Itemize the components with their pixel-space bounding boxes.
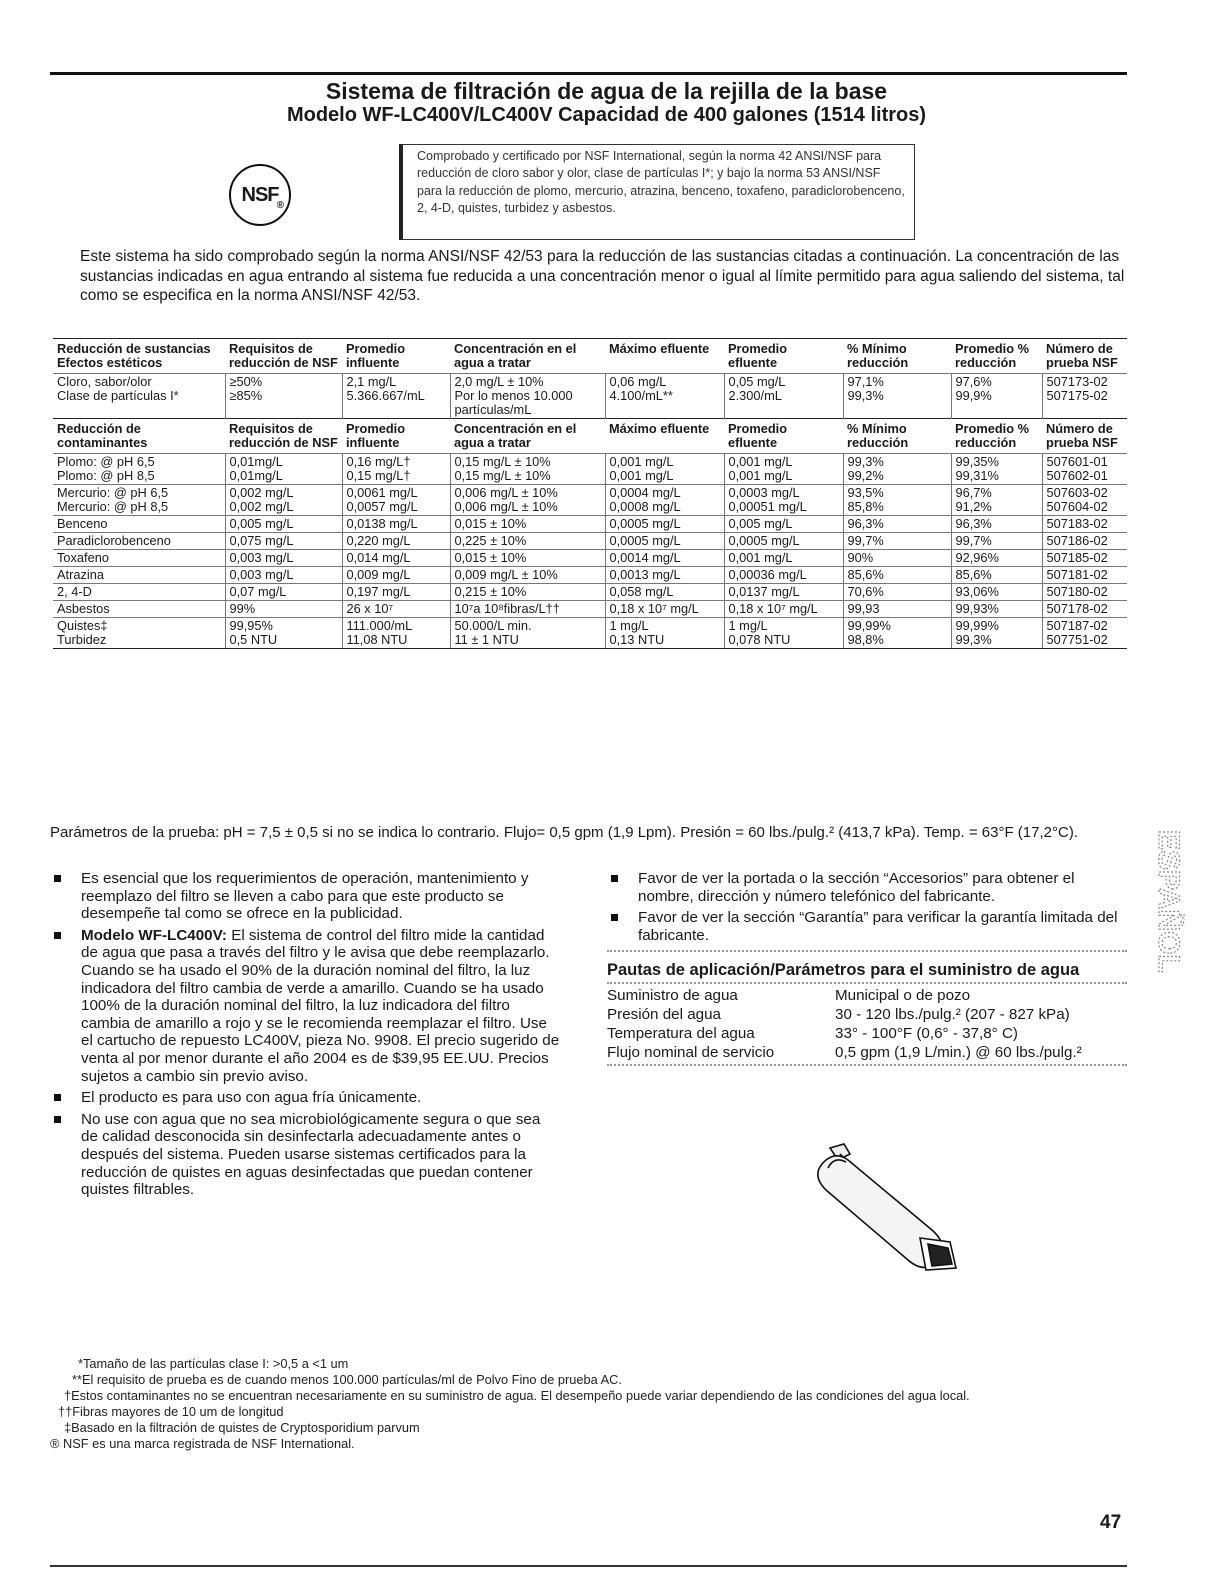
bullet-square-icon [611, 914, 618, 921]
table-cell: 90% [843, 550, 951, 567]
table-cell: 0,009 mg/L [342, 567, 450, 584]
table-cell: 96,7% 91,2% [951, 485, 1042, 516]
table-cell: 2,0 mg/L ± 10% Por lo menos 10.000 partículas/mL [450, 374, 605, 419]
table-cell: ≥50% ≥85% [225, 374, 342, 419]
guideline-row [607, 1024, 1127, 1043]
table-row [53, 618, 1127, 649]
table-cell: 99,7% [951, 533, 1042, 550]
filter-cartridge-icon [800, 1138, 970, 1273]
table-row [53, 567, 1127, 584]
bullet-square-icon [611, 875, 618, 882]
bullet-item [50, 1111, 560, 1199]
reduction-table [53, 338, 1127, 649]
column-header: Promedio efluente [724, 419, 843, 454]
table-cell: Plomo: @ pH 6,5 Plomo: @ pH 8,5 [53, 454, 225, 485]
table-cell: 507178-02 [1042, 601, 1127, 618]
footnote: ‡Basado en la filtración de quistes de Cryptosporidium parvum [64, 1420, 420, 1435]
table-cell: 0,0005 mg/L [605, 516, 724, 533]
footnotes [50, 1356, 1130, 1452]
table-cell: 507173-02 507175-02 [1042, 374, 1127, 419]
table-cell: 0,0005 mg/L [605, 533, 724, 550]
table-cell: 0,0014 mg/L [605, 550, 724, 567]
test-parameters: Parámetros de la prueba: pH = 7,5 ± 0,5 si no se indica lo contrario. Flujo= 0,5 gpm (1,9 Lpm). Presión = 60 lbs./pulg.² (413,7 kPa). Temp. = 63°F (17,2°C). [50, 824, 1078, 841]
nsf-logo-text: NSF [241, 183, 279, 206]
table-cell: 93,06% [951, 584, 1042, 601]
table-cell: 99,3% 99,2% [843, 454, 951, 485]
table-cell: 507186-02 [1042, 533, 1127, 550]
table-cell: 99,7% [843, 533, 951, 550]
table-row [53, 550, 1127, 567]
table-cell: 0,05 mg/L 2.300/mL [724, 374, 843, 419]
column-header: Promedio influente [342, 339, 450, 374]
guideline-value: 0,5 gpm (1,9 L/min.) @ 60 lbs./pulg.² [835, 1043, 1082, 1061]
table-cell: 96,3% [843, 516, 951, 533]
bullet-item [50, 870, 560, 923]
table-cell: Paradiclorobenceno [53, 533, 225, 550]
certification-box: Comprobado y certificado por NSF International, según la norma 42 ANSI/NSF para reducción de cloro sabor y olor, clase de partículas I*; y bajo la norma 53 ANSI/NSF para la reducción de plomo, mercurio, atrazina, benceno, toxafeno, paradiclorobenceno, 2, 4-D, quistes, turbidez y asbestos. [399, 144, 915, 240]
footnote: **El requisito de prueba es de cuando menos 100.000 partículas/ml de Polvo Fino de prueba AC. [72, 1372, 622, 1387]
intro-paragraph: Este sistema ha sido comprobado según la norma ANSI/NSF 42/53 para la reducción de las sustancias citadas a continuación. La concentración de las sustancias indicadas en agua entrando al sistema fue reducida a una concentración menor o igual al límite permitido para agua saliendo del sistema, tal como se especifica en la norma ANSI/NSF 42/53. [80, 248, 1125, 304]
table-cell: 96,3% [951, 516, 1042, 533]
bullet-item [50, 1089, 560, 1107]
table-cell: 99,35% 99,31% [951, 454, 1042, 485]
table-cell: 99,93% [951, 601, 1042, 618]
table-cell: Cloro, sabor/olor Clase de partículas I* [53, 374, 225, 419]
table-cell: 0,15 mg/L ± 10% 0,15 mg/L ± 10% [450, 454, 605, 485]
table-cell: 0,0004 mg/L 0,0008 mg/L [605, 485, 724, 516]
table-cell: 0,009 mg/L ± 10% [450, 567, 605, 584]
table-header-row [53, 419, 1127, 454]
column-header: Requisitos de reducción de NSF [225, 419, 342, 454]
page-subtitle: Modelo WF-LC400V/LC400V Capacidad de 400 galones (1514 litros) [286, 104, 927, 126]
column-header: Promedio % reducción [951, 419, 1042, 454]
table-cell: 26 x 10⁷ [342, 601, 450, 618]
page-title: Sistema de filtración de agua de la rejilla de la base [325, 78, 888, 104]
bullet-item [607, 870, 1127, 905]
table-cell: 99,95% 0,5 NTU [225, 618, 342, 649]
bottom-rule [50, 1565, 1127, 1567]
guideline-value: Municipal o de pozo [835, 986, 971, 1004]
dotted-divider [607, 1064, 1127, 1066]
table-cell: 2, 4-D [53, 584, 225, 601]
table-cell: 507185-02 [1042, 550, 1127, 567]
bullet-text: Es esencial que los requerimientos de operación, mantenimiento y reemplazo del filtro se lleven a cabo para que este producto se desempeñe tal como se ofrece en la publicidad. [81, 870, 529, 923]
dotted-divider [607, 982, 1127, 984]
bullet-square-icon [54, 1116, 61, 1123]
table-cell: 93,5% 85,8% [843, 485, 951, 516]
table-cell: 0,015 ± 10% [450, 550, 605, 567]
table-cell: 0,215 ± 10% [450, 584, 605, 601]
guideline-label: Suministro de agua [607, 986, 738, 1004]
column-header: % Mínimo reducción [843, 419, 951, 454]
table-cell: 0,005 mg/L [724, 516, 843, 533]
guideline-value: 33° - 100°F (0,6° - 37,8° C) [835, 1024, 1018, 1042]
table-cell: 99% [225, 601, 342, 618]
table-cell: 0,18 x 10⁷ mg/L [724, 601, 843, 618]
table-cell: 0,003 mg/L [225, 550, 342, 567]
table-cell: 0,06 mg/L 4.100/mL** [605, 374, 724, 419]
table-row [53, 516, 1127, 533]
guideline-row [607, 986, 1127, 1005]
bullet-bold-label: Modelo WF-LC400V: [81, 926, 227, 944]
table-cell: 0,0003 mg/L 0,00051 mg/L [724, 485, 843, 516]
left-column [50, 870, 560, 1203]
table-cell: 50.000/L min. 11 ± 1 NTU [450, 618, 605, 649]
table-cell: 99,99% 98,8% [843, 618, 951, 649]
table-cell: 0,001 mg/L [724, 550, 843, 567]
bullet-item [607, 909, 1127, 944]
nsf-logo-icon [229, 164, 291, 226]
bullet-text: El producto es para uso con agua fría únicamente. [81, 1089, 422, 1107]
table-cell: Atrazina [53, 567, 225, 584]
column-header: Concentración en el agua a tratar [450, 419, 605, 454]
column-header: Promedio influente [342, 419, 450, 454]
table-cell: 507603-02 507604-02 [1042, 485, 1127, 516]
table-row [53, 454, 1127, 485]
table-cell: 97,1% 99,3% [843, 374, 951, 419]
page-number: 47 [1100, 1512, 1122, 1533]
table-cell: 0,058 mg/L [605, 584, 724, 601]
table-cell: 2,1 mg/L 5.366.667/mL [342, 374, 450, 419]
table-cell: Asbestos [53, 601, 225, 618]
guideline-value: 30 - 120 lbs./pulg.² (207 - 827 kPa) [835, 1005, 1070, 1023]
column-header: Número de prueba NSF [1042, 339, 1127, 374]
table-cell: 97,6% 99,9% [951, 374, 1042, 419]
table-cell: 85,6% [843, 567, 951, 584]
bullet-square-icon [54, 932, 61, 939]
bullet-text: Favor de ver la portada o la sección “Accesorios” para obtener el nombre, dirección y número telefónico del fabricante. [638, 870, 1075, 905]
table-cell: 0,014 mg/L [342, 550, 450, 567]
table-cell: 507187-02 507751-02 [1042, 618, 1127, 649]
top-rule [50, 72, 1127, 75]
table-cell: 0,00036 mg/L [724, 567, 843, 584]
table-cell: 0,197 mg/L [342, 584, 450, 601]
table-cell: 99,93 [843, 601, 951, 618]
table-cell: 111.000/mL 11,08 NTU [342, 618, 450, 649]
column-header: Reducción de sustancias Efectos estéticos [53, 339, 225, 374]
table-cell: 0,075 mg/L [225, 533, 342, 550]
table-cell: 0,0013 mg/L [605, 567, 724, 584]
footnote: ††Fibras mayores de 10 um de longitud [58, 1404, 284, 1419]
guideline-label: Temperatura del agua [607, 1024, 755, 1042]
table-row [53, 374, 1127, 419]
table-cell: 85,6% [951, 567, 1042, 584]
table-cell: 1 mg/L 0,13 NTU [605, 618, 724, 649]
bullet-text: El sistema de control del filtro mide la cantidad de agua que pasa a través del filtro y le avisa que debe reemplazarlo. Cuando se ha usado el 90% de la duración nominal del filtro, la luz indicadora del filtro cambia de verde a amarillo. Cuando se ha usado 100% de la duración nominal del filtro, la luz indicadora del filtro cambia de amarillo a rojo y se le recomienda reemplazar el filtro. Use el cartucho de repuesto LC400V, pieza No. 9908. El precio sugerido de venta al por menor durante el año 2004 es de $39,95 EE.UU. Precios sujetos a cambio sin previo aviso. [81, 926, 560, 1085]
table-cell: 0,0137 mg/L [724, 584, 843, 601]
right-column [607, 870, 1127, 1072]
table-cell: 0,18 x 10⁷ mg/L [605, 601, 724, 618]
table-cell: 0,220 mg/L [342, 533, 450, 550]
table-cell: 0,006 mg/L ± 10% 0,006 mg/L ± 10% [450, 485, 605, 516]
table-row [53, 485, 1127, 516]
guideline-row [607, 1043, 1127, 1062]
column-header: Promedio % reducción [951, 339, 1042, 374]
column-header: Máximo efluente [605, 339, 724, 374]
table-cell: 507183-02 [1042, 516, 1127, 533]
table-row [53, 601, 1127, 618]
table-cell: 0,0138 mg/L [342, 516, 450, 533]
table-cell: 0,07 mg/L [225, 584, 342, 601]
registered-mark: ® [276, 200, 283, 211]
table-cell: 0,001 mg/L 0,001 mg/L [605, 454, 724, 485]
table-cell: 10⁷a 10⁸fibras/L†† [450, 601, 605, 618]
guidelines-title: Pautas de aplicación/Parámetros para el suministro de agua [607, 961, 1080, 980]
table-header-row [53, 339, 1127, 374]
table-row [53, 584, 1127, 601]
table-cell: 507181-02 [1042, 567, 1127, 584]
table-cell: 0,16 mg/L† 0,15 mg/L† [342, 454, 450, 485]
table-cell: 70,6% [843, 584, 951, 601]
table-cell: Benceno [53, 516, 225, 533]
table-cell: 0,001 mg/L 0,001 mg/L [724, 454, 843, 485]
table-cell: 0,003 mg/L [225, 567, 342, 584]
column-header: Máximo efluente [605, 419, 724, 454]
table-cell: 0,0061 mg/L 0,0057 mg/L [342, 485, 450, 516]
table-cell: 0,0005 mg/L [724, 533, 843, 550]
table-cell: Mercurio: @ pH 6,5 Mercurio: @ pH 8,5 [53, 485, 225, 516]
bullet-square-icon [54, 1094, 61, 1101]
dotted-divider [607, 950, 1127, 952]
table-cell: 99,99% 99,3% [951, 618, 1042, 649]
bullet-text: Favor de ver la sección “Garantía” para verificar la garantía limitada del fabricante. [638, 909, 1118, 944]
table-cell: 0,225 ± 10% [450, 533, 605, 550]
guideline-label: Presión del agua [607, 1005, 721, 1023]
column-header: Requisitos de reducción de NSF [225, 339, 342, 374]
table-cell: 507601-01 507602-01 [1042, 454, 1127, 485]
column-header: Concentración en el agua a tratar [450, 339, 605, 374]
table-row [53, 533, 1127, 550]
guideline-label: Flujo nominal de servicio [607, 1043, 775, 1061]
table-cell: 507180-02 [1042, 584, 1127, 601]
footnote: †Estos contaminantes no se encuentran necesariamente en su suministro de agua. El desempeño puede variar dependiendo de las condiciones del agua local. [64, 1388, 970, 1403]
table-cell: 0,015 ± 10% [450, 516, 605, 533]
table-cell: 92,96% [951, 550, 1042, 567]
column-header: Promedio efluente [724, 339, 843, 374]
table-cell: 0,01mg/L 0,01mg/L [225, 454, 342, 485]
bullet-square-icon [54, 875, 61, 882]
table-cell: Quistes‡ Turbidez [53, 618, 225, 649]
column-header: Número de prueba NSF [1042, 419, 1127, 454]
bullet-text: No use con agua que no sea microbiológicamente segura o que sea de calidad desconocida sin desinfectarla adecuadamente antes o después del sistema. Pueden usarse sistemas certificados para la reducción de quistes en aguas desinfectadas que puedan contener quistes filtrables. [81, 1110, 541, 1199]
side-tab-text: ESPAÑOL [1152, 830, 1185, 973]
footnote: ® NSF es una marca registrada de NSF International. [50, 1436, 355, 1451]
footnote: *Tamaño de las partículas clase I: >0,5 a <1 um [78, 1356, 349, 1371]
table-cell: 1 mg/L 0,078 NTU [724, 618, 843, 649]
table-cell: Toxafeno [53, 550, 225, 567]
table-cell: 0,002 mg/L 0,002 mg/L [225, 485, 342, 516]
column-header: Reducción de contaminantes [53, 419, 225, 454]
column-header: % Mínimo reducción [843, 339, 951, 374]
language-side-tab [1147, 820, 1185, 1060]
bullet-item [50, 927, 560, 1085]
guideline-row [607, 1005, 1127, 1024]
table-cell: 0,005 mg/L [225, 516, 342, 533]
